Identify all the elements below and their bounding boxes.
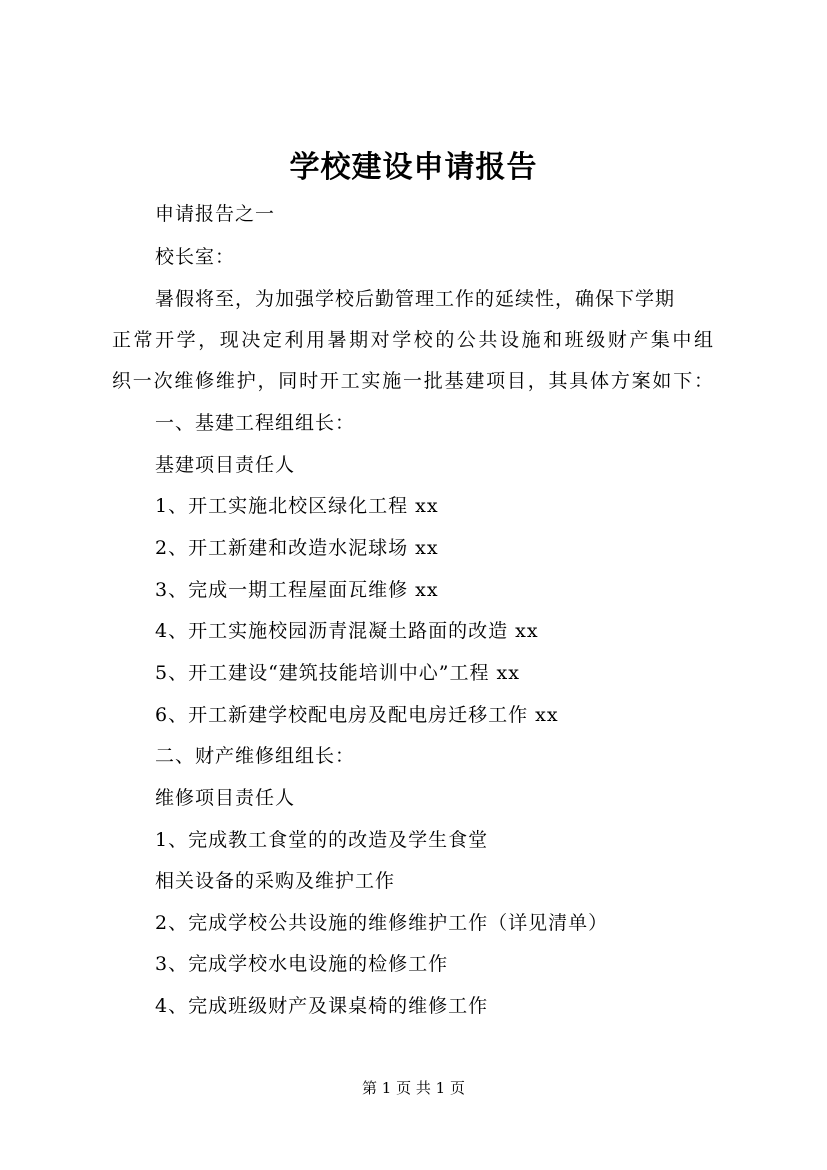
section2-item: 2、完成学校公共设施的维修维护工作（详见清单）	[155, 912, 609, 934]
section2-item: 1、完成教工食堂的的改造及学生食堂	[155, 829, 489, 851]
intro-line-2: 正常开学，现决定利用暑期对学校的公共设施和班级财产集中组	[112, 329, 714, 351]
section1-heading: 一、基建工程组组长：	[155, 412, 356, 434]
addressee: 校长室：	[155, 246, 236, 268]
section1-item: 1、开工实施北校区绿化工程 xx	[155, 495, 439, 517]
section1-item: 5、开工建设“建筑技能培训中心”工程 xx	[155, 662, 520, 684]
section1-responsible: 基建项目责任人	[155, 454, 296, 476]
intro-line-1: 暑假将至，为加强学校后勤管理工作的延续性，确保下学期	[155, 288, 676, 310]
subtitle: 申请报告之一	[155, 203, 276, 225]
section1-item: 3、完成一期工程屋面瓦维修 xx	[155, 579, 439, 601]
section2-heading: 二、财产维修组组长：	[155, 745, 356, 767]
section2-responsible: 维修项目责任人	[155, 787, 296, 809]
section1-item: 6、开工新建学校配电房及配电房迁移工作 xx	[155, 704, 559, 726]
section1-item: 2、开工新建和改造水泥球场 xx	[155, 537, 439, 559]
section2-item: 4、完成班级财产及课桌椅的维修工作	[155, 995, 489, 1017]
document-title: 学校建设申请报告	[289, 150, 538, 185]
section2-item: 3、完成学校水电设施的检修工作	[155, 953, 449, 975]
section2-item: 相关设备的采购及维护工作	[155, 870, 396, 892]
intro-line-3: 织一次维修维护，同时开工实施一批基建项目，其具体方案如下：	[112, 370, 714, 392]
page-footer: 第 1 页 共 1 页	[362, 1079, 465, 1097]
section1-item: 4、开工实施校园沥青混凝土路面的改造 xx	[155, 620, 539, 642]
